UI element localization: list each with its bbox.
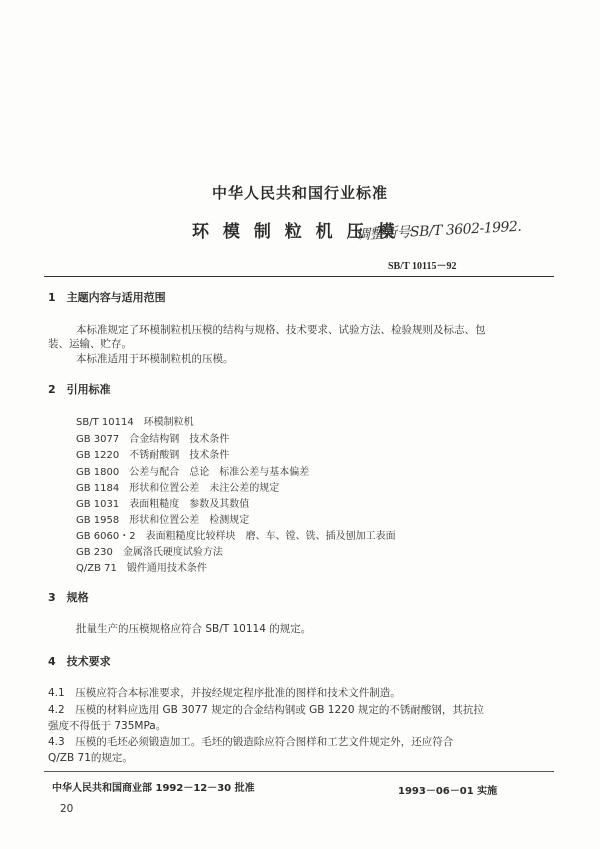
issuing-authority: 中华人民共和国行业标准 [211, 184, 388, 202]
section-3-heading: 3 规格 [48, 591, 89, 604]
approval-note: 中华人民共和国商业部 1992－12－30 批准 [52, 783, 255, 794]
standard-code: SB/T 10115－92 [388, 261, 457, 272]
handwritten-annotation: 调整新号SB/T 3602-1992. [355, 218, 522, 244]
clause-4-3-line-2: Q/ZB 71的规定。 [48, 752, 133, 764]
clause-4-3-line-1: 4.3 压模的毛坯必须锻造加工。毛坯的锻造除应符合图样和工艺文件规定外，还应符合 [48, 736, 454, 748]
page-number: 20 [60, 803, 74, 815]
ref-item: Q/ZB 71 锻件通用技术条件 [76, 563, 207, 574]
section-1-heading: 1 主题内容与适用范围 [48, 291, 166, 304]
ref-item: GB 3077 合金结构钢 技术条件 [76, 434, 230, 445]
implementation-date: 1993－06－01 实施 [398, 786, 498, 797]
section-3-line-1: 批量生产的压模规格应符合 SB/T 10114 的规定。 [76, 623, 312, 635]
ref-item: SB/T 10114 环模制粒机 [76, 417, 194, 428]
clause-4-2-line-2: 强度不得低于 735MPa。 [48, 720, 167, 732]
document-title: 环 模 制 粒 机 压 模 [192, 222, 399, 242]
ref-item: GB 1184 形状和位置公差 未注公差的规定 [76, 483, 280, 494]
ref-item: GB 230 金属洛氏硬度试验方法 [76, 547, 223, 558]
section-1-line-1: 本标准规定了环模制粒机压模的结构与规格、技术要求、试验方法、检验规则及标志、包 [76, 324, 486, 336]
clause-4-1: 4.1 压模应符合本标准要求，并按经规定程序批准的图样和技术文件制造。 [48, 687, 401, 699]
section-4-heading: 4 技术要求 [48, 655, 111, 668]
ref-item: GB 1031 表面粗糙度 参数及其数值 [76, 499, 250, 510]
header-divider [44, 276, 554, 277]
ref-item: GB 6060・2 表面粗糙度比较样块 磨、车、镗、铣、插及刨加工表面 [76, 531, 396, 542]
section-1-line-2: 装、运输、贮存。 [48, 338, 132, 350]
section-1-line-3: 本标准适用于环模制粒机的压模。 [76, 353, 234, 365]
section-2-heading: 2 引用标准 [48, 383, 111, 396]
clause-4-2-line-1: 4.2 压模的材料应选用 GB 3077 规定的合金结构钢或 GB 1220 规定的不锈耐酸钢，其抗拉 [48, 704, 484, 716]
footer-divider [44, 771, 554, 772]
ref-item: GB 1220 不锈耐酸钢 技术条件 [76, 450, 230, 461]
ref-item: GB 1800 公差与配合 总论 标准公差与基本偏差 [76, 467, 310, 478]
ref-item: GB 1958 形状和位置公差 检测规定 [76, 515, 250, 526]
